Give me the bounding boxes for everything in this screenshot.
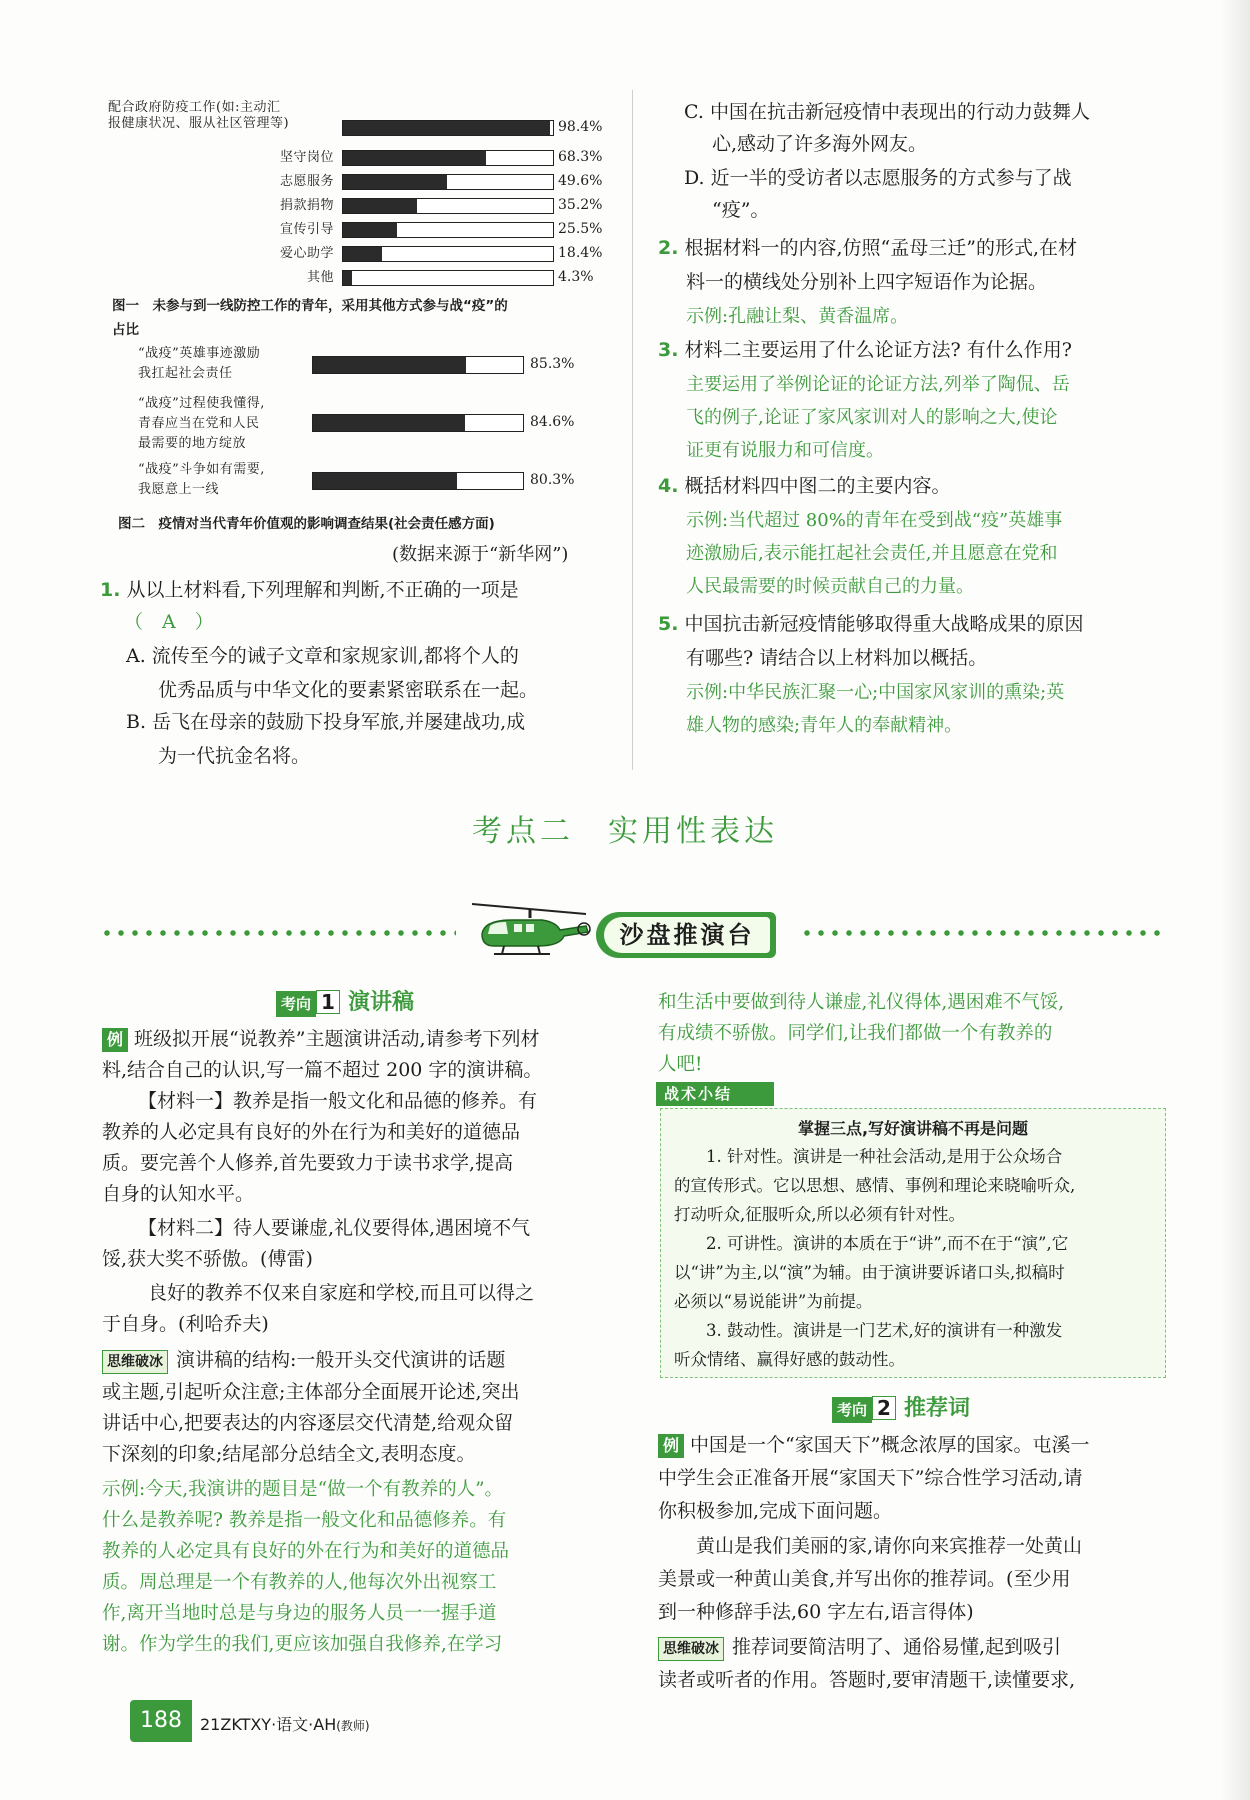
swpb-1-line3: 讲话中心,把要表达的内容逐层交代清楚,给观众留 [102, 1412, 514, 1434]
chart2-label-line: 我扛起社会责任 [138, 366, 233, 381]
footer-code [200, 1712, 370, 1735]
material-1-line4: 自身的认知水平。 [102, 1183, 255, 1205]
question-5-number: 5. [658, 613, 679, 635]
chart1-bar [343, 121, 550, 135]
zhanshu-p1c: 打动听众,征服听众,所以必须有针对性。 [674, 1205, 965, 1224]
option-c-line2: 心,感动了许多海外网友。 [712, 133, 928, 155]
chart1-bar-track [342, 270, 554, 286]
chart2-bar-track [312, 356, 524, 374]
material-2-line4: 于自身。(利哈乔夫) [102, 1313, 269, 1335]
kaoxiang-1-title: 演讲稿 [347, 990, 414, 1015]
chart1-bar [343, 151, 486, 165]
chart1-bar-track [342, 198, 554, 214]
answer-1-line9: 人吧! [658, 1054, 703, 1075]
example-2-line6: 到一种修辞手法,60 字左右,语言得体) [658, 1601, 974, 1623]
question-4-line1: 概括材料四中图二的主要内容。 [684, 475, 951, 497]
swpb-1 [102, 1345, 505, 1376]
chart2-value-label: 80.3% [530, 472, 575, 488]
material-1-line2: 教养的人必定具有良好的外在行为和美好的道德品 [102, 1121, 521, 1143]
example-2-line5: 美景或一种黄山美食,并写出你的推荐词。(至少用 [658, 1568, 1071, 1590]
zhanshu-p2c: 必须以“易说能讲”为前提。 [674, 1292, 873, 1311]
question-5-line2: 有哪些? 请结合以上材料加以概括。 [686, 647, 988, 669]
question-4-number: 4. [658, 475, 679, 497]
chart1-bar [343, 175, 447, 189]
chart2-value-label: 84.6% [530, 414, 575, 430]
question-4-answer-line3: 人民最需要的时候贡献自己的力量。 [686, 576, 974, 597]
option-d-line2: “疫”。 [712, 199, 770, 221]
kaoxiang-2-tag [832, 1396, 970, 1422]
example-2-text: 中国是一个“家国天下”概念浓厚的国家。屯溪一 [690, 1434, 1090, 1456]
banner-title: 沙盘推演台 [604, 917, 770, 953]
chart1-value-label: 18.4% [558, 245, 603, 261]
question-4-answer-line2: 迹激励后,表示能扛起社会责任,并且愿意在党和 [686, 543, 1058, 564]
chart2-label-line: “战疫”英雄事迹激励 [138, 346, 261, 361]
option-d-line1: D. 近一半的受访者以志愿服务的方式参与了战 [684, 167, 1072, 189]
chart1-value-label: 49.6% [558, 173, 603, 189]
example-1-text: 班级拟开展“说教养”主题演讲活动,请参考下列材 [134, 1028, 540, 1050]
question-5-answer-line2: 雄人物的感染;青年人的奉献精神。 [686, 715, 963, 736]
option-b-line2: 为一代抗金名将。 [158, 745, 311, 767]
column-divider [632, 90, 633, 770]
answer-1-line4: 质。周总理是一个有教养的人,他每次外出视察工 [102, 1572, 497, 1593]
kaoxiang-2-number: 2 [872, 1396, 896, 1420]
kaoxiang-2-label: 考向 [832, 1397, 872, 1423]
example-2-line1 [658, 1430, 1089, 1461]
chart2-bar [313, 415, 465, 431]
chart1-label: 宣传引导 [279, 222, 334, 237]
material-2-line2: 馁,获大奖不骄傲。(傅雷) [102, 1248, 313, 1270]
example-2-line2: 中学生会正准备开展“家国天下”综合性学习活动,请 [658, 1467, 1083, 1489]
kaoxiang-1-number: 1 [316, 990, 340, 1014]
option-a-line2: 优秀品质与中华文化的要素紧密联系在一起。 [158, 679, 539, 701]
chart1-label [108, 100, 338, 132]
chart1-label-line1: 配合政府防疫工作(如:主动汇 [108, 100, 281, 115]
chart1-caption: 图一 未参与到一线防控工作的青年，采用其他方式参与战“疫”的 [112, 298, 508, 314]
example-2-label: 例 [658, 1434, 684, 1458]
chart1-bar [343, 247, 382, 261]
kaoxiang-1-label: 考向 [276, 991, 316, 1017]
chart2-label-line: 青春应当在党和人民 [138, 416, 260, 431]
chart1-value-label: 68.3% [558, 149, 603, 165]
question-2-line1: 根据材料一的内容,仿照“孟母三迁”的形式,在材 [684, 237, 1078, 259]
answer-1-line6: 谢。作为学生的我们,更应该加强自我修养,在学习 [102, 1634, 503, 1655]
chart1-value-label: 4.3% [558, 269, 594, 285]
example-2-line3: 你积极参加,完成下面问题。 [658, 1500, 893, 1522]
question-5 [658, 608, 1084, 641]
swpb-1-line1: 演讲稿的结构:一般开头交代演讲的话题 [176, 1349, 506, 1371]
swpb-1-line4: 下深刻的印象;结尾部分总结全文,表明态度。 [102, 1443, 476, 1465]
page-number: 188 [130, 1700, 192, 1742]
swpb-1-line2: 或主题,引起听众注意;主体部分全面展开论述,突出 [102, 1381, 520, 1403]
question-2 [658, 232, 1077, 265]
question-3 [658, 334, 1072, 367]
question-1-answer: （ A ） [124, 611, 214, 633]
question-4 [658, 470, 951, 503]
material-1-line1: 【材料一】教养是指一般文化和品德的修养。有 [138, 1090, 538, 1112]
chart1-bar-track [342, 120, 554, 136]
chart2-bar-track [312, 414, 524, 432]
swpb-2-line2: 读者或听者的作用。答题时,要审清题干,读懂要求, [658, 1669, 1076, 1691]
material-1-line3: 质。要完善个人修养,首先要致力于读书求学,提高 [102, 1152, 514, 1174]
chart1-bar-track [342, 222, 554, 238]
chart2-label [138, 460, 265, 500]
question-1-text: 从以上材料看,下列理解和判断,不正确的一项是 [126, 579, 519, 601]
kaoxiang-1-tag [276, 990, 414, 1016]
chart2-bar-track [312, 472, 524, 490]
chart2-label-line: 最需要的地方绽放 [138, 436, 247, 451]
answer-1-line3: 教养的人必定具有良好的外在行为和美好的道德品 [102, 1541, 510, 1562]
question-2-line2: 料一的横线处分别补上四字短语作为论据。 [686, 271, 1048, 293]
question-4-answer-line1: 示例:当代超过 80%的青年在受到战“疫”英雄事 [686, 510, 1063, 531]
chart1-bar [343, 199, 417, 213]
answer-1-line5: 作,离开当地时总是与身边的服务人员一一握手道 [102, 1603, 497, 1624]
chart1-label: 其他 [306, 270, 334, 285]
zhanshu-p2: 2. 可讲性。演讲的本质在于“讲”,而不在于“演”,它 [706, 1234, 1069, 1253]
chart1-bar-track [342, 150, 554, 166]
material-2-line3: 良好的教养不仅来自家庭和学校,而且可以得之 [148, 1282, 535, 1304]
question-1 [100, 574, 519, 607]
chart1-label-line2: 报健康状况、服从社区管理等) [108, 116, 290, 131]
footer-code-text: 21ZKTXY·语文·AH [200, 1715, 337, 1734]
zhanshu-p2b: 以“讲”为主,以“演”为辅。由于演讲要诉诸口头,拟稿时 [674, 1263, 1065, 1282]
example-1-label: 例 [102, 1028, 128, 1052]
question-1-number: 1. [100, 579, 121, 601]
question-5-line1: 中国抗击新冠疫情能够取得重大战略成果的原因 [684, 613, 1084, 635]
chart1-value-label: 35.2% [558, 197, 603, 213]
chart2-label [138, 344, 260, 384]
zhanshu-p1: 1. 针对性。演讲是一种社会活动,是用于公众场合 [706, 1147, 1063, 1166]
chart2-label-line: “战疫”斗争如有需要, [138, 462, 265, 477]
question-3-answer-line2: 飞的例子,论证了家风家训对人的影响之大,使论 [686, 407, 1058, 428]
question-5-answer-line1: 示例:中华民族汇聚一心;中国家风家训的熏染;英 [686, 682, 1065, 703]
question-2-number: 2. [658, 237, 679, 259]
chart1-bar [343, 223, 397, 237]
example-1-line1 [102, 1024, 539, 1055]
question-2-answer: 示例:孔融让梨、黄香温席。 [686, 306, 909, 327]
example-2-line4: 黄山是我们美丽的家,请你向来宾推荐一处黄山 [696, 1535, 1083, 1557]
dotted-rule-left [100, 930, 456, 936]
material-2-line1: 【材料二】待人要谦虚,礼仪要得体,遇困境不气 [138, 1217, 531, 1239]
footer-teacher: (教师) [336, 1719, 370, 1733]
chart1-bar [343, 271, 352, 285]
answer-1-line1: 示例:今天,我演讲的题目是“做一个有教养的人”。 [102, 1479, 504, 1500]
chart2-label-line: 我愿意上一线 [138, 482, 220, 497]
chart2-label [138, 394, 265, 454]
swpb-2-line1: 推荐词要简洁明了、通俗易懂,起到吸引 [732, 1636, 1062, 1658]
zhanshu-title: 掌握三点,写好演讲稿不再是问题 [797, 1119, 1029, 1138]
helicopter-icon [468, 896, 592, 962]
swpb-2-label: 思维破冰 [658, 1637, 724, 1661]
chart2-bar [313, 473, 457, 489]
chart1-value-label: 25.5% [558, 221, 603, 237]
section-title: 考点二 实用性表达 [472, 814, 778, 849]
question-3-answer-line1: 主要运用了举例论证的论证方法,列举了陶侃、岳 [686, 374, 1070, 395]
question-3-number: 3. [658, 339, 679, 361]
question-3-answer-line3: 证更有说服力和可信度。 [686, 440, 884, 461]
chart1-caption-line2: 占比 [112, 322, 139, 338]
swpb-2 [658, 1632, 1061, 1663]
zhanshu-tag: 战术小结 [656, 1082, 774, 1106]
data-source: (数据来源于“新华网”) [392, 544, 569, 565]
chart1-value-label: 98.4% [558, 119, 603, 135]
chart1-bar-track [342, 246, 554, 262]
zhanshu-p1b: 的宣传形式。它以思想、感情、事例和理论来晓喻听众, [674, 1176, 1076, 1195]
chart2-label-line: “战疫”过程使我懂得, [138, 396, 265, 411]
option-b-line1: B. 岳飞在母亲的鼓励下投身军旅,并屡建战功,成 [126, 711, 526, 733]
chart1-label: 坚守岗位 [279, 150, 334, 165]
chart1-bar-track [342, 174, 554, 190]
answer-1-line7: 和生活中要做到待人谦虚,礼仪得体,遇困难不气馁, [658, 992, 1065, 1013]
answer-1-line8: 有成绩不骄傲。同学们,让我们都做一个有教养的 [658, 1023, 1053, 1044]
chart1-label: 捐款捐物 [279, 198, 334, 213]
zhanshu-p3b: 听众情绪、赢得好感的鼓动性。 [674, 1350, 905, 1369]
answer-1-line2: 什么是教养呢? 教养是指一般文化和品德修养。有 [102, 1510, 507, 1531]
zhanshu-p3: 3. 鼓动性。演讲是一门艺术,好的演讲有一种激发 [706, 1321, 1063, 1340]
dotted-rule-right [800, 930, 1166, 936]
option-c-line1: C. 中国在抗击新冠疫情中表现出的行动力鼓舞人 [684, 101, 1090, 123]
chart1-label: 爱心助学 [279, 246, 334, 261]
chart2-caption: 图二 疫情对当代青年价值观的影响调查结果(社会责任感方面) [118, 516, 495, 532]
question-3-line1: 材料二主要运用了什么论证方法? 有什么作用? [684, 339, 1072, 361]
kaoxiang-2-title: 推荐词 [903, 1396, 970, 1421]
swpb-1-label: 思维破冰 [102, 1350, 168, 1374]
page-edge-shadow [1220, 0, 1250, 1800]
chart2-value-label: 85.3% [530, 356, 575, 372]
option-a-line1: A. 流传至今的诫子文章和家规家训,都将个人的 [126, 645, 519, 667]
chart1-label: 志愿服务 [279, 174, 334, 189]
example-1-line2: 料,结合自己的认识,写一篇不超过 200 字的演讲稿。 [102, 1059, 543, 1081]
chart2-bar [313, 357, 466, 373]
